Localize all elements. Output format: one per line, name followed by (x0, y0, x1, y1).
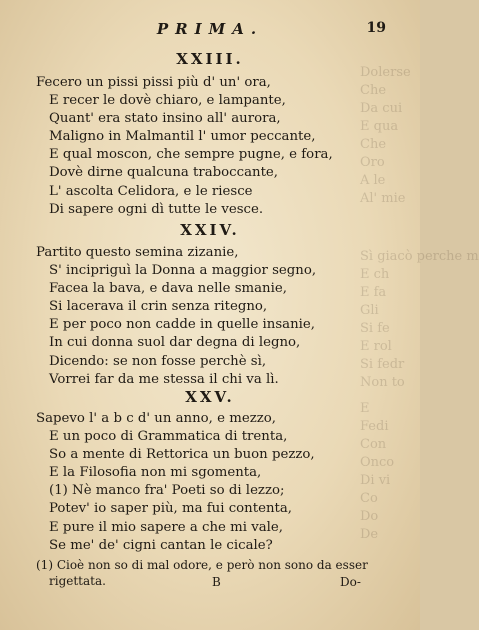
bleed-through-text: E Fedi Con Onco Di vi Co Do De (360, 401, 395, 542)
verse-line: Di sapere ogni dì tutte le vesce. (49, 201, 264, 217)
verse-line: Fecero un pissi pissi più d' un' ora, (36, 75, 271, 90)
verse-line: Vorrei far da me stessa il chi va lì. (49, 371, 279, 387)
verse-line: E pure il mio sapere a che mi vale, (49, 519, 284, 535)
verse-line: Dicendo: se non fosse perchè sì, (49, 353, 267, 369)
running-title: PRIMA. (156, 20, 264, 38)
verse-line: E recer le dovè chiaro, e lampante, (49, 93, 286, 109)
verse-line: Quant' era stato insino all' aurora, (49, 111, 281, 127)
verse-line: So a mente di Rettorica un buon pezzo, (49, 447, 315, 463)
verse-line: Si lacerava il crin senza ritegno, (49, 299, 268, 315)
verse-line: E la Filosofia non mi sgomenta, (49, 465, 262, 481)
footnote-line: (1) Cioè non so di mal odore, e però non sono da esser (36, 558, 368, 572)
verse-line: In cui donna suol dar degna di legno, (49, 335, 301, 351)
stanza (36, 74, 381, 219)
verse-line: S' incipriguì la Donna a maggior segno, (49, 263, 317, 279)
bleed-through-text: Sì giacò perche m E ch E fa Gli Si fe E rol Si fedr Non to (360, 249, 479, 390)
bleed-through-text: Dolerse Che Da cui E qua Che Oro A le Al' mie (360, 65, 411, 206)
page-number: 19 (366, 20, 386, 36)
verse-line: Sapevo l' a b c d' un anno, e mezzo, (36, 411, 276, 426)
stanza-numeral: XXIII. (176, 50, 244, 68)
verse-line: E un poco di Grammatica di trenta, (49, 429, 288, 445)
stanza (36, 410, 381, 555)
verse-line: L' ascolta Celidora, e le riesce (49, 183, 253, 199)
verse-line: (1) Nè manco fra' Poeti so di lezzo; (49, 483, 285, 499)
verse-line: Maligno in Malmantil l' umor peccante, (49, 129, 316, 145)
catchword: Do- (340, 575, 361, 589)
footnote-line: rigettata. (49, 574, 106, 588)
stanza (36, 244, 381, 389)
verse-line: E per poco non cadde in quelle insanie, (49, 317, 316, 333)
verse-line: Se me' de' cigni cantan le cicale? (49, 537, 273, 553)
signature-mark: B (212, 575, 221, 589)
stanza-numeral: XXIV. (180, 221, 240, 239)
footnote (36, 557, 381, 589)
verse-line: Potev' io saper più, ma fui contenta, (49, 501, 293, 517)
stanza-numeral: XXV. (185, 388, 235, 406)
verse-line: E qual moscon, che sempre pugne, e fora, (49, 147, 333, 163)
verse-line: Dovè dirne qualcuna traboccante, (49, 165, 279, 181)
verse-line: Partito questo semina zizanie, (36, 245, 239, 260)
verse-line: Facea la bava, e dava nelle smanie, (49, 281, 287, 297)
